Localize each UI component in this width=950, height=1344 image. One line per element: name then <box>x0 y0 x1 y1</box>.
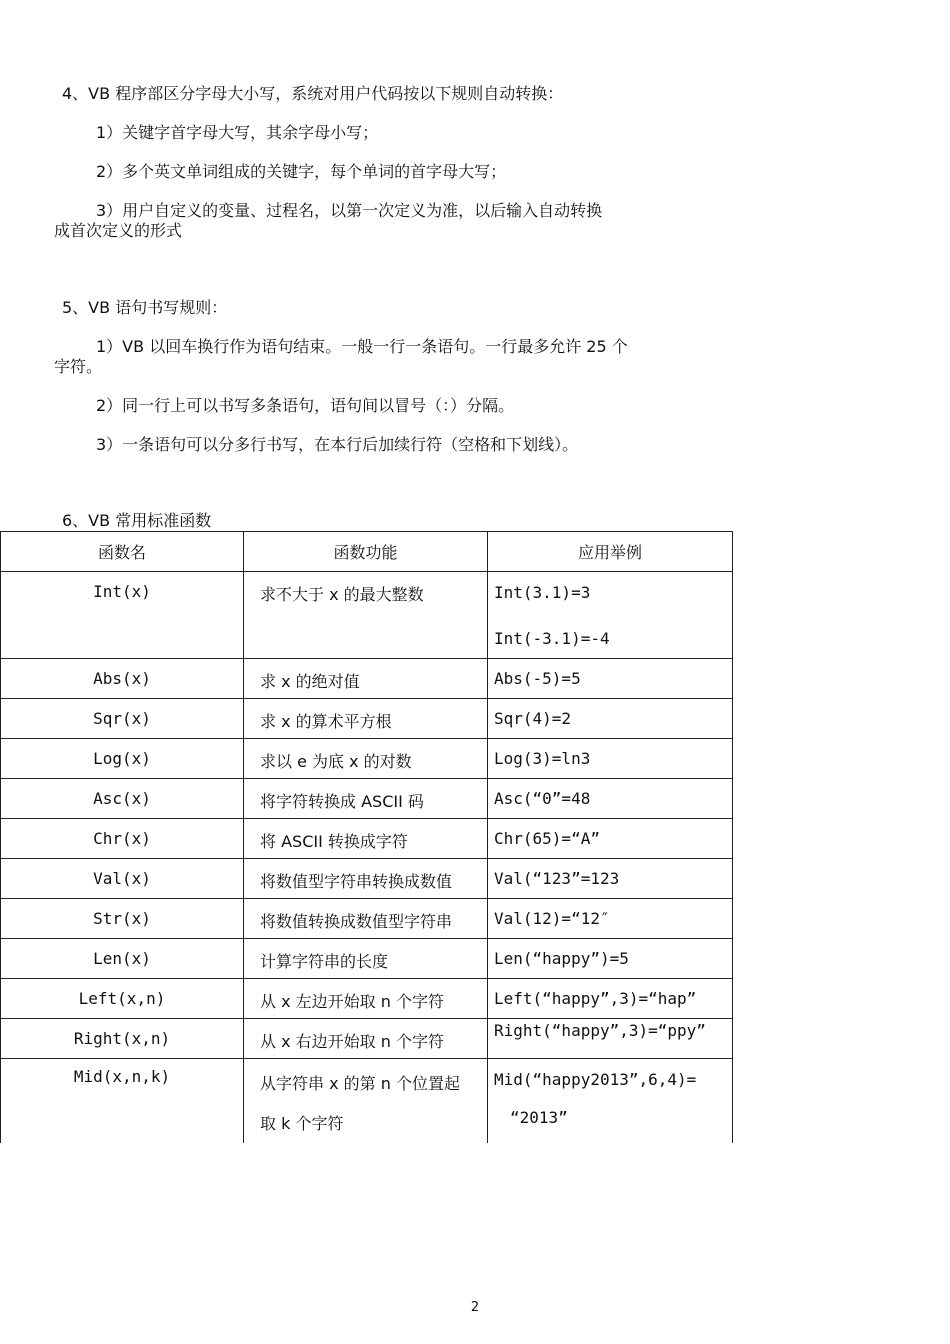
function-desc-cell: 将数值转换成数值型字符串 <box>244 899 488 939</box>
function-desc-cell <box>244 1059 488 1143</box>
table-row <box>1 659 733 699</box>
function-example-cell: Log(3)=ln3 <box>488 739 733 779</box>
function-example-cell: Left(“happy”,3)=“hap” <box>488 979 733 1019</box>
function-name-cell: Val(x) <box>1 859 244 899</box>
section4-item2: 2）多个英文单词组成的关键字，每个单词的首字母大写； <box>96 162 507 181</box>
column-header-function: 函数功能 <box>244 532 488 572</box>
function-desc-cell: 从 x 左边开始取 n 个字符 <box>244 979 488 1019</box>
section6-heading: 6、VB 常用标准函数 <box>62 511 212 530</box>
section4-item3-line2: 成首次定义的形式 <box>54 221 183 240</box>
table-row <box>1 572 733 659</box>
table-row <box>1 859 733 899</box>
function-desc-cell: 计算字符串的长度 <box>244 939 488 979</box>
section5-item1-line1: 1）VB 以回车换行作为语句结束。一般一行一条语句。一行最多允许 25 个 <box>96 337 628 356</box>
function-example-cell: Val(12)=“12″ <box>488 899 733 939</box>
function-desc-line: 从字符串 x 的第 n 个位置起 <box>260 1074 460 1093</box>
function-example-cell: Len(“happy”)=5 <box>488 939 733 979</box>
function-name-cell: Int(x) <box>1 572 244 659</box>
function-example-cell <box>488 1019 733 1059</box>
example-line: “2013” <box>510 1108 568 1127</box>
table-row <box>1 1059 733 1143</box>
function-example-cell: Sqr(4)=2 <box>488 699 733 739</box>
table-row <box>1 1019 733 1059</box>
table-row <box>1 699 733 739</box>
section4-item3-line1: 3）用户自定义的变量、过程名，以第一次定义为准，以后输入自动转换 <box>96 201 603 220</box>
table-row <box>1 739 733 779</box>
section5-heading: 5、VB 语句书写规则： <box>62 298 228 317</box>
function-desc-cell: 求 x 的算术平方根 <box>244 699 488 739</box>
function-example-cell: Chr(65)=“A” <box>488 819 733 859</box>
example-line: Int(3.1)=3 <box>494 583 591 602</box>
function-desc-cell: 求不大于 x 的最大整数 <box>244 572 488 659</box>
column-header-name: 函数名 <box>1 532 244 572</box>
function-desc-cell: 求以 e 为底 x 的对数 <box>244 739 488 779</box>
example-line: Int(-3.1)=-4 <box>494 629 610 648</box>
table-row <box>1 939 733 979</box>
page-number: 2 <box>470 1300 480 1315</box>
function-example-cell: Abs(-5)=5 <box>488 659 733 699</box>
example-line: Mid(“happy2013”,6,4)= <box>494 1070 697 1089</box>
table-row <box>1 899 733 939</box>
function-name-cell: Left(x,n) <box>1 979 244 1019</box>
column-header-example: 应用举例 <box>488 532 733 572</box>
function-name-cell: Chr(x) <box>1 819 244 859</box>
functions-table <box>0 531 733 1143</box>
table-row <box>1 979 733 1019</box>
section5-item3: 3）一条语句可以分多行书写，在本行后加续行符（空格和下划线）。 <box>96 435 579 454</box>
function-name-cell: Asc(x) <box>1 779 244 819</box>
function-desc-cell: 将数值型字符串转换成数值 <box>244 859 488 899</box>
section5-item1-line2: 字符。 <box>54 357 103 376</box>
example-line: Right(“happy”,3)=“ppy” <box>494 1021 706 1040</box>
function-desc-line: 取 k 个字符 <box>260 1114 344 1133</box>
function-desc-cell: 求 x 的绝对值 <box>244 659 488 699</box>
function-name-cell: Mid(x,n,k) <box>1 1059 244 1143</box>
function-name-cell: Right(x,n) <box>1 1019 244 1059</box>
function-desc-cell: 将 ASCII 转换成字符 <box>244 819 488 859</box>
function-name-cell: Sqr(x) <box>1 699 244 739</box>
table-row <box>1 779 733 819</box>
table-header-row <box>1 532 733 572</box>
section5-item2: 2）同一行上可以书写多条语句，语句间以冒号（：）分隔。 <box>96 396 515 415</box>
function-example-cell <box>488 572 733 659</box>
section4-heading: 4、VB 程序部区分字母大小写，系统对用户代码按以下规则自动转换： <box>62 84 564 103</box>
function-name-cell: Log(x) <box>1 739 244 779</box>
table-row <box>1 819 733 859</box>
function-name-cell: Abs(x) <box>1 659 244 699</box>
function-example-cell <box>488 1059 733 1143</box>
function-name-cell: Str(x) <box>1 899 244 939</box>
function-example-cell: Val(“123”=123 <box>488 859 733 899</box>
function-desc-cell: 将字符转换成 ASCII 码 <box>244 779 488 819</box>
function-name-cell: Len(x) <box>1 939 244 979</box>
section4-item1: 1）关键字首字母大写，其余字母小写； <box>96 123 379 142</box>
function-example-cell: Asc(“0”=48 <box>488 779 733 819</box>
function-desc-cell: 从 x 右边开始取 n 个字符 <box>244 1019 488 1059</box>
